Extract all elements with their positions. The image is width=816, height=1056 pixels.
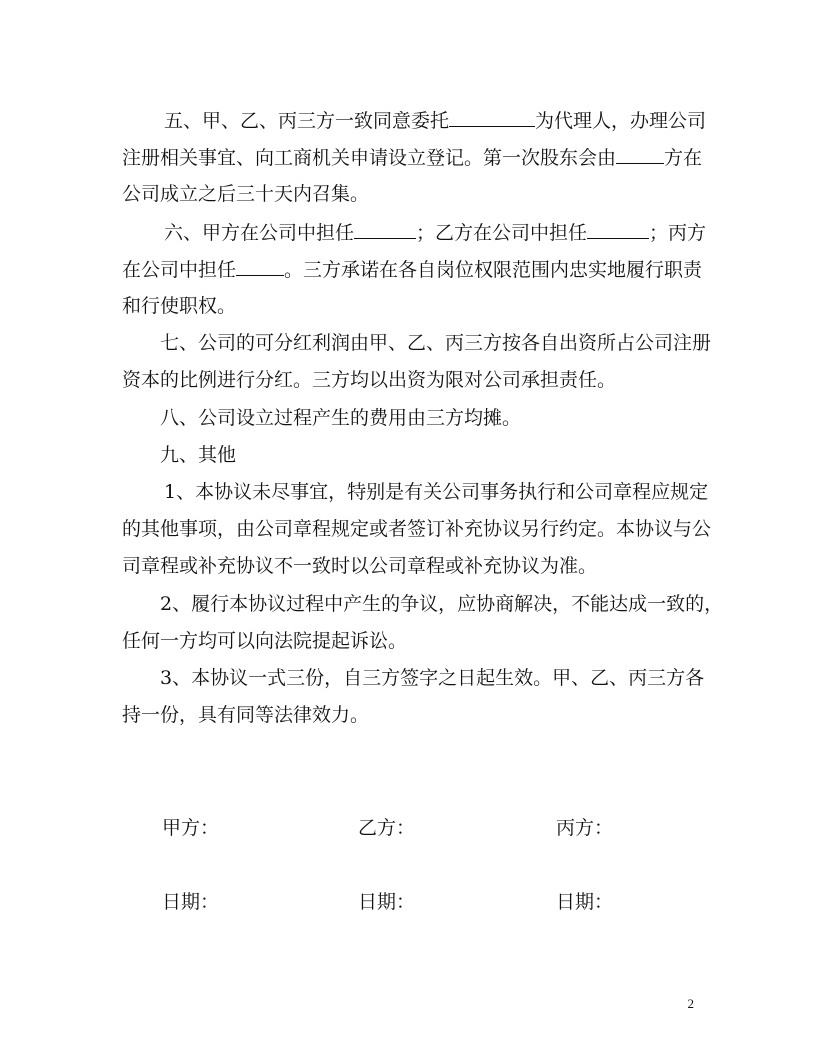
clause-text: 在公司中担任 [122,259,237,281]
clause-6-line-1 [122,222,707,244]
clause-text: 六、甲方在公司中担任 [164,222,355,244]
clause-text: ；乙方在公司中担任 [416,222,588,244]
clause-8: 八、公司设立过程产生的费用由三方均摊。 [160,407,522,429]
clause-6-line-2 [122,259,703,281]
subclause-2-line-1: 2、履行本协议过程中产生的争议，应协商解决，不能达成一致的， [160,593,724,615]
clause-text: 方在 [664,147,703,169]
clause-text: 为代理人，办理公司 [535,110,707,132]
clause-5-line-3: 公司成立之后三十天内召集。 [122,183,370,205]
blank-field [236,259,284,276]
subclause-3-line-1: 3、本协议一式三份，自三方签字之日起生效。甲、乙、丙三方各 [160,667,705,689]
clause-text: 注册相关事宜、向工商机关申请设立登记。第一次股东会由 [122,147,617,169]
date-b-label: 日期： [358,891,416,913]
date-a-label: 日期： [162,891,220,913]
party-a-label: 甲方： [162,817,220,839]
blank-field [587,222,649,239]
clause-text: 。三方承诺在各自岗位权限范围内忠实地履行职责 [284,259,703,281]
clause-9-heading: 九、其他 [160,444,237,466]
date-c-label: 日期： [556,891,614,913]
subclause-1-line-2: 的其他事项，由公司章程规定或者签订补充协议另行约定。本协议与公 [122,518,712,540]
subclause-1-line-3: 司章程或补充协议不一致时以公司章程或补充协议为准。 [122,555,598,577]
subclause-1-line-1: 1、本协议未尽事宜，特别是有关公司事务执行和公司章程应规定 [164,481,709,503]
blank-field [616,147,664,164]
clause-7-line-1: 七、公司的可分红利润由甲、乙、丙三方按各自出资所占公司注册 [160,332,712,354]
clause-text: ；丙方 [649,222,707,244]
blank-field [449,110,535,127]
blank-field [354,222,416,239]
page-number: 2 [687,996,694,1011]
subclause-2-line-2: 任何一方均可以向法院提起诉讼。 [122,630,408,652]
party-b-label: 乙方： [358,817,416,839]
clause-6-line-3: 和行使职权。 [122,295,237,317]
clause-5-line-2 [122,147,703,169]
party-c-label: 丙方： [556,817,614,839]
subclause-3-line-2: 持一份，具有同等法律效力。 [122,704,370,726]
clause-5-line-1 [122,110,707,132]
clause-7-line-2: 资本的比例进行分红。三方均以出资为限对公司承担责任。 [122,369,617,391]
clause-text: 五、甲、乙、丙三方一致同意委托 [164,110,450,132]
